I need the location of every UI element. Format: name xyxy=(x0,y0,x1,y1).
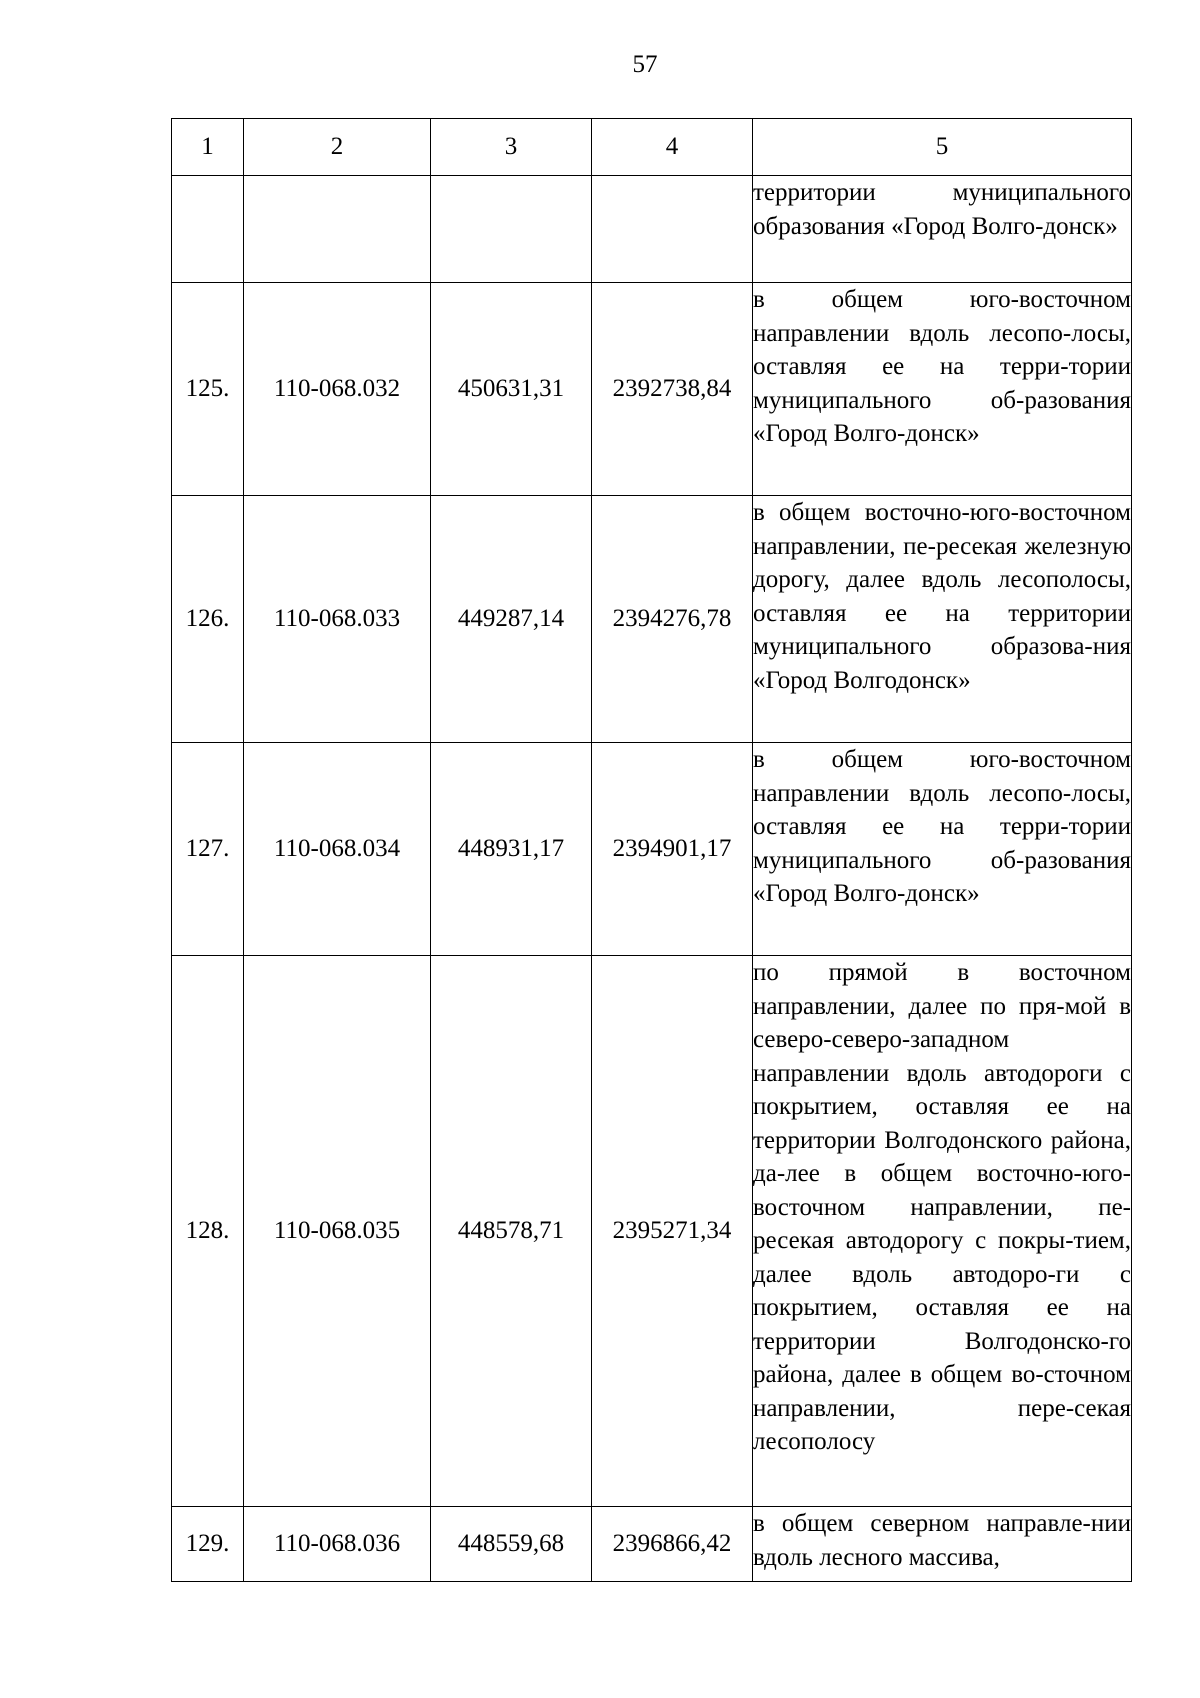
point-code: 110-068.036 xyxy=(244,1507,431,1582)
table-row xyxy=(172,956,1132,1507)
header-col-5: 5 xyxy=(753,119,1132,176)
point-code: 110-068.034 xyxy=(244,743,431,956)
continuation-description: территории муниципального образования «Город Волго-донск» xyxy=(753,176,1132,283)
boundary-description: в общем юго-восточном направлении вдоль лесопо-лосы, оставляя ее на терри-тории муниципального об-разования «Город Волго-донск» xyxy=(753,283,1132,496)
continuation-row xyxy=(172,176,1132,283)
table-row xyxy=(172,496,1132,743)
point-code: 110-068.035 xyxy=(244,956,431,1507)
y-coordinate: 2395271,34 xyxy=(592,956,753,1507)
y-coordinate: 2394276,78 xyxy=(592,496,753,743)
header-col-2: 2 xyxy=(244,119,431,176)
point-code: 110-068.032 xyxy=(244,283,431,496)
boundary-table xyxy=(171,118,1132,1582)
empty-cell xyxy=(431,176,592,283)
x-coordinate: 450631,31 xyxy=(431,283,592,496)
header-col-3: 3 xyxy=(431,119,592,176)
table-row xyxy=(172,283,1132,496)
point-number: 128. xyxy=(172,956,244,1507)
point-number: 127. xyxy=(172,743,244,956)
table-row xyxy=(172,1507,1132,1582)
table-row xyxy=(172,743,1132,956)
x-coordinate: 448578,71 xyxy=(431,956,592,1507)
point-number: 126. xyxy=(172,496,244,743)
y-coordinate: 2396866,42 xyxy=(592,1507,753,1582)
point-number: 129. xyxy=(172,1507,244,1582)
x-coordinate: 448931,17 xyxy=(431,743,592,956)
x-coordinate: 448559,68 xyxy=(431,1507,592,1582)
header-col-1: 1 xyxy=(172,119,244,176)
y-coordinate: 2394901,17 xyxy=(592,743,753,956)
boundary-description: в общем восточно-юго-восточном направлении, пе-ресекая железную дорогу, далее вдоль лесополосы, оставляя ее на территории муниципального образова-ния «Город Волгодонск» xyxy=(753,496,1132,743)
y-coordinate: 2392738,84 xyxy=(592,283,753,496)
boundary-description: в общем северном направле-нии вдоль лесного массива, xyxy=(753,1507,1132,1582)
header-row xyxy=(172,119,1132,176)
empty-cell xyxy=(592,176,753,283)
point-number: 125. xyxy=(172,283,244,496)
x-coordinate: 449287,14 xyxy=(431,496,592,743)
header-col-4: 4 xyxy=(592,119,753,176)
empty-cell xyxy=(172,176,244,283)
empty-cell xyxy=(244,176,431,283)
boundary-description: по прямой в восточном направлении, далее по пря-мой в северо-северо-западном направлении вдоль автодороги с покрытием, оставляя ее на территории Волгодонского района, да-лее в общем восточно-юго-восточном направлении, пе-ресекая автодорогу с покры-тием, далее вдоль автодоро-ги с покрытием, оставляя ее на территории Волгодонско-го района, далее в общем во-сточном направлении, пере-секая лесополосу xyxy=(753,956,1132,1507)
boundary-description: в общем юго-восточном направлении вдоль лесопо-лосы, оставляя ее на терри-тории муниципального об-разования «Город Волго-донск» xyxy=(753,743,1132,956)
page-number: 57 xyxy=(632,51,658,78)
point-code: 110-068.033 xyxy=(244,496,431,743)
